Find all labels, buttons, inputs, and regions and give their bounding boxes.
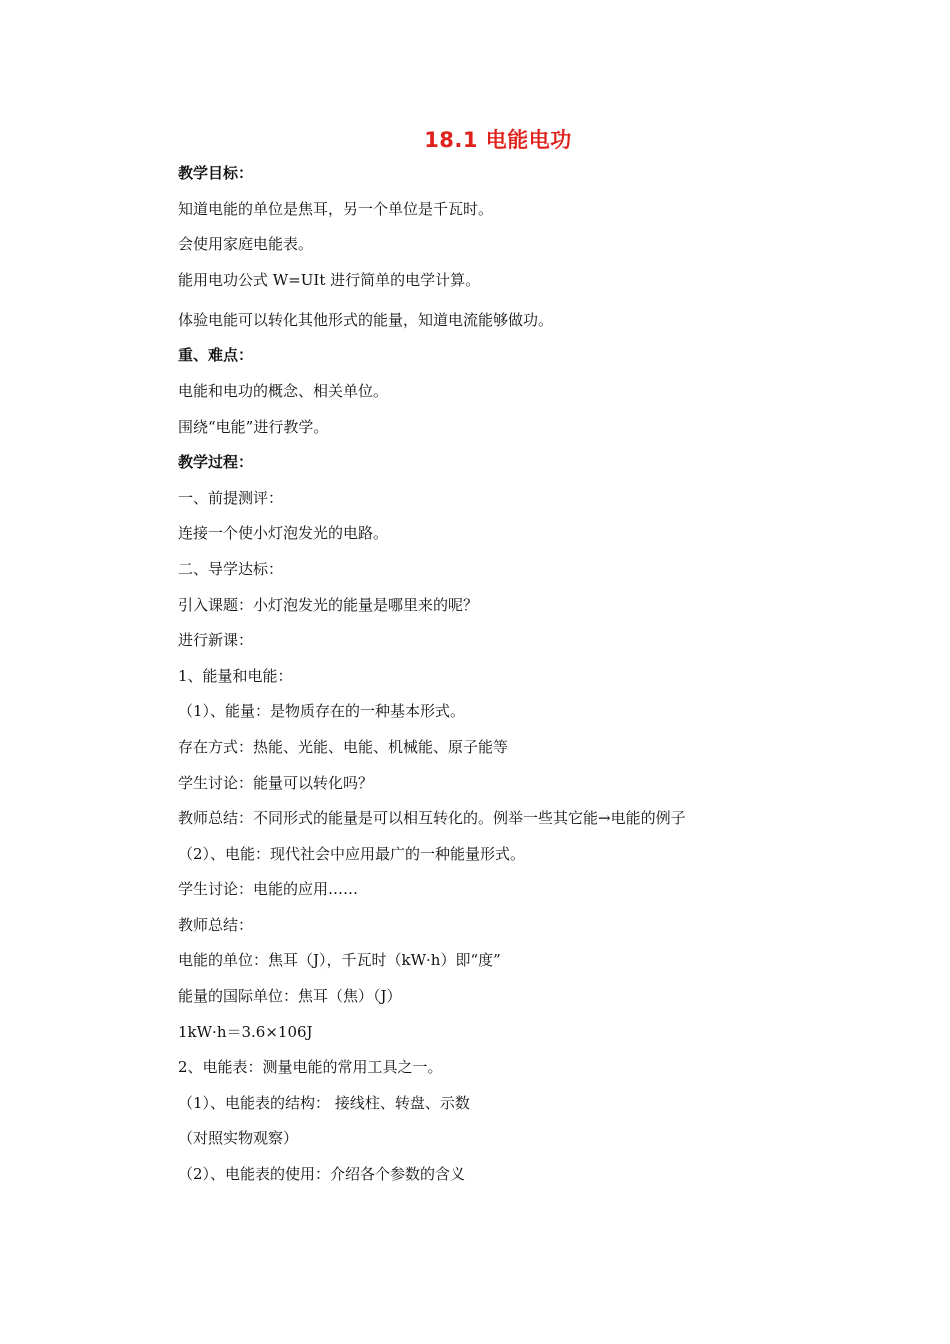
text-line: 引入课题：小灯泡发光的能量是哪里来的呢？: [178, 595, 479, 614]
text-line: 知道电能的单位是焦耳，另一个单位是千瓦时。: [178, 199, 494, 218]
text-line: 存在方式：热能、光能、电能、机械能、原子能等: [178, 737, 509, 756]
document-title: 18.1 电能电功: [424, 128, 572, 152]
section-heading-key-points: 重、难点：: [178, 346, 254, 365]
text-line: 能用电功公式 W=UIt 进行简单的电学计算。: [178, 270, 481, 289]
text-line: （2）、电能：现代社会中应用最广的一种能量形式。: [178, 844, 526, 863]
text-line: 体验电能可以转化其他形式的能量，知道电流能够做功。: [178, 310, 554, 329]
text-line: 进行新课：: [178, 631, 254, 650]
text-line: 二、导学达标：: [178, 559, 284, 578]
section-heading-process: 教学过程：: [178, 453, 254, 472]
document-body: [178, 163, 878, 1200]
text-line: （2）、电能表的使用：介绍各个参数的含义: [178, 1165, 466, 1184]
text-line: 学生讨论：电能的应用……: [178, 880, 359, 899]
section-heading-objectives: 教学目标：: [178, 164, 254, 182]
text-line: 围绕“电能”进行教学。: [178, 417, 329, 436]
text-line: 电能的单位：焦耳（J），千瓦时（kW·h）即“度”: [178, 951, 501, 970]
text-line: 教师总结：: [178, 915, 254, 934]
text-line: 电能和电功的概念、相关单位。: [178, 381, 389, 400]
text-line: 教师总结：不同形式的能量是可以相互转化的。例举一些其它能→电能的例子: [178, 809, 686, 828]
text-line: 1kW·h＝3.6×106J: [178, 1022, 313, 1041]
text-line: 连接一个使小灯泡发光的电路。: [178, 524, 389, 543]
text-line: 一、前提测评：: [178, 488, 284, 507]
text-line: 2、电能表：测量电能的常用工具之一。: [178, 1058, 443, 1077]
text-line: 学生讨论：能量可以转化吗？: [178, 773, 374, 792]
text-line: （对照实物观察）: [178, 1129, 299, 1148]
text-line: 能量的国际单位：焦耳（焦）（J）: [178, 987, 402, 1006]
text-line: （1）、电能表的结构： 接线柱、转盘、示数: [178, 1093, 470, 1112]
text-line: 1、能量和电能：: [178, 666, 293, 685]
text-line: 会使用家庭电能表。: [178, 235, 314, 254]
text-line: （1）、能量：是物质存在的一种基本形式。: [178, 702, 466, 721]
